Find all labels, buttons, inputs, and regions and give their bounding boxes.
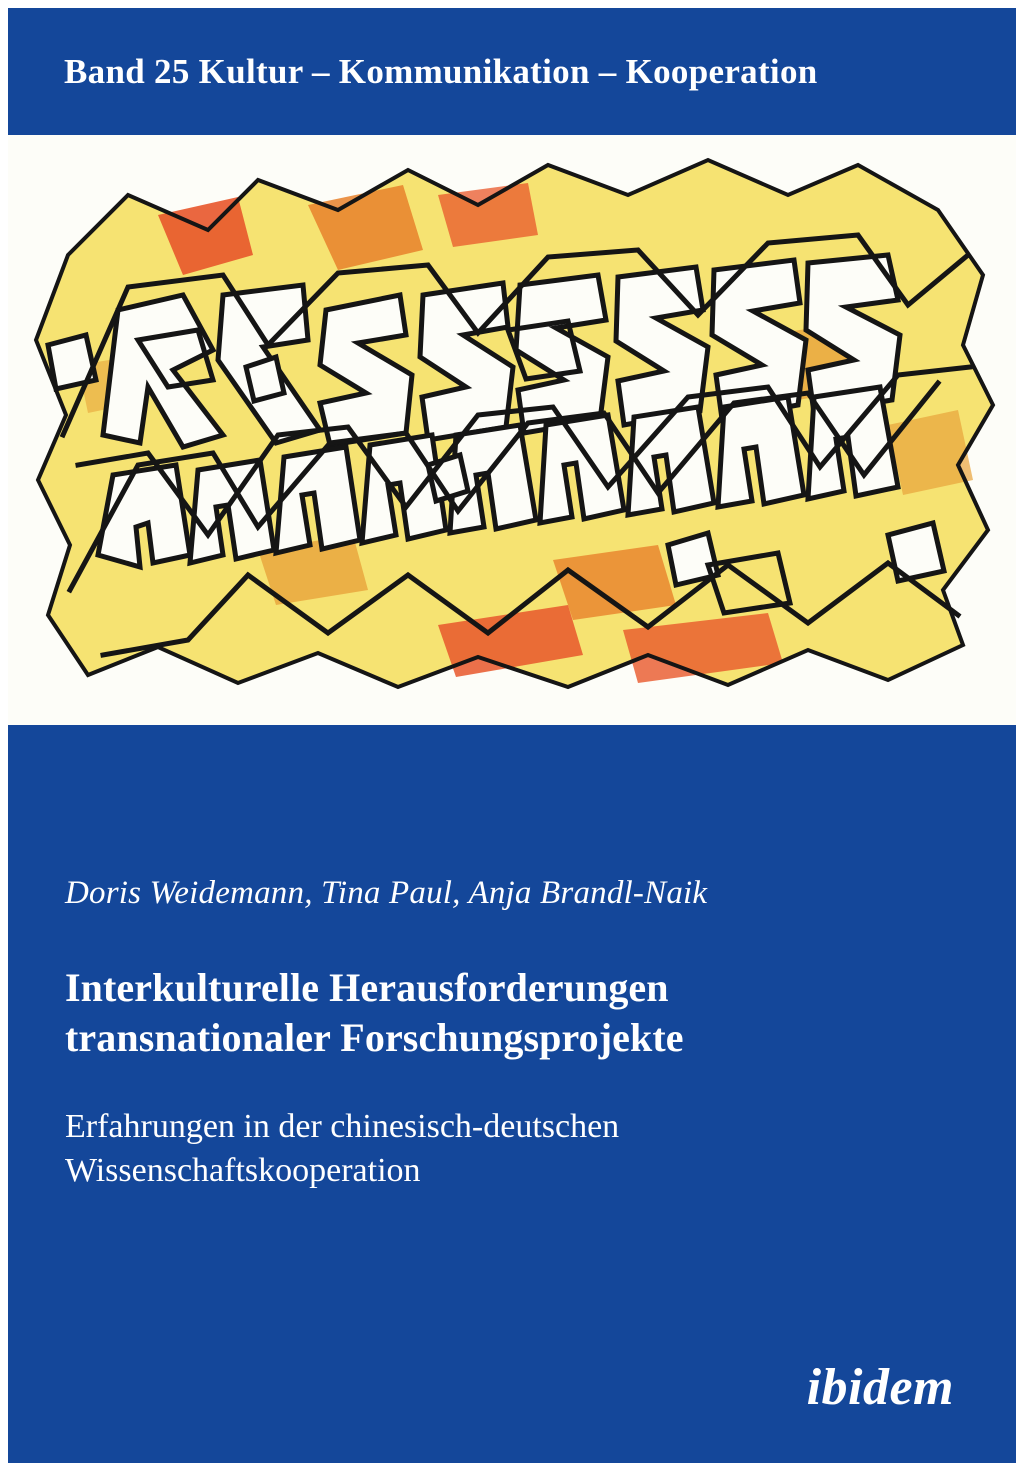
graffiti-artwork-icon [8, 135, 1016, 725]
title-line-1: Interkulturelle Herausforderungen [65, 965, 669, 1010]
subtitle-line-2: Wissenschaftskooperation [65, 1152, 421, 1190]
series-title: Band 25 Kultur – Kommunikation – Kooperation [64, 51, 818, 91]
cover-text-block [8, 725, 1016, 1463]
publisher-logo: ibidem [806, 1359, 954, 1416]
subtitle-line-1: Erfahrungen in der chinesisch-deutschen [65, 1108, 620, 1145]
series-band [8, 8, 1016, 135]
page-title [65, 963, 965, 1064]
title-line-2: transnationaler Forschungsprojekte [65, 1015, 684, 1061]
subtitle [65, 1105, 945, 1193]
cover-artwork [8, 135, 1016, 725]
authors: Doris Weidemann, Tina Paul, Anja Brandl-Naik [65, 875, 708, 911]
